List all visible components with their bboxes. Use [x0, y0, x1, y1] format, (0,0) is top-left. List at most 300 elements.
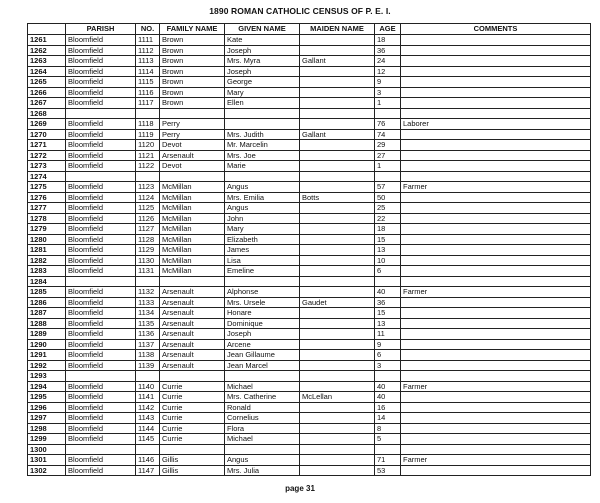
- cell-comments: [401, 402, 591, 413]
- cell-no: 1129: [136, 245, 160, 256]
- cell-given-name: Mary: [225, 87, 300, 98]
- cell-maiden-name: [300, 287, 375, 298]
- table-row: [28, 371, 591, 382]
- table-row: [28, 140, 591, 151]
- cell-given-name: [225, 276, 300, 287]
- cell-family-name: Arsenault: [160, 318, 225, 329]
- cell-parish: Bloomfield: [66, 434, 136, 445]
- table-row: [28, 192, 591, 203]
- cell-maiden-name: [300, 339, 375, 350]
- cell-no: 1135: [136, 318, 160, 329]
- cell-row-number: 1287: [28, 308, 66, 319]
- cell-given-name: Mrs. Ursele: [225, 297, 300, 308]
- cell-given-name: Mrs. Emilia: [225, 192, 300, 203]
- cell-comments: [401, 266, 591, 277]
- cell-no: 1137: [136, 339, 160, 350]
- cell-no: [136, 171, 160, 182]
- cell-family-name: Arsenault: [160, 150, 225, 161]
- cell-parish: Bloomfield: [66, 255, 136, 266]
- cell-comments: [401, 371, 591, 382]
- cell-parish: [66, 276, 136, 287]
- cell-given-name: Emeline: [225, 266, 300, 277]
- cell-parish: Bloomfield: [66, 182, 136, 193]
- cell-parish: [66, 171, 136, 182]
- cell-parish: Bloomfield: [66, 161, 136, 172]
- cell-comments: [401, 192, 591, 203]
- cell-maiden-name: [300, 255, 375, 266]
- cell-family-name: [160, 444, 225, 455]
- cell-comments: Farmer: [401, 381, 591, 392]
- cell-maiden-name: [300, 350, 375, 361]
- header-given-name: GIVEN NAME: [225, 24, 300, 35]
- cell-maiden-name: [300, 108, 375, 119]
- cell-family-name: McMillan: [160, 192, 225, 203]
- cell-no: 1117: [136, 98, 160, 109]
- cell-maiden-name: [300, 98, 375, 109]
- cell-maiden-name: [300, 182, 375, 193]
- cell-family-name: Currie: [160, 392, 225, 403]
- cell-maiden-name: [300, 234, 375, 245]
- cell-maiden-name: [300, 465, 375, 476]
- cell-parish: [66, 108, 136, 119]
- cell-row-number: 1285: [28, 287, 66, 298]
- cell-age: 40: [375, 287, 401, 298]
- cell-row-number: 1272: [28, 150, 66, 161]
- cell-age: 13: [375, 245, 401, 256]
- cell-family-name: Arsenault: [160, 287, 225, 298]
- table-row: [28, 413, 591, 424]
- cell-family-name: [160, 276, 225, 287]
- cell-comments: [401, 87, 591, 98]
- cell-no: 1130: [136, 255, 160, 266]
- cell-comments: [401, 444, 591, 455]
- cell-family-name: Brown: [160, 35, 225, 46]
- cell-row-number: 1300: [28, 444, 66, 455]
- cell-maiden-name: [300, 171, 375, 182]
- cell-comments: [401, 56, 591, 67]
- cell-row-number: 1277: [28, 203, 66, 214]
- table-row: [28, 245, 591, 256]
- cell-family-name: Brown: [160, 98, 225, 109]
- cell-age: [375, 171, 401, 182]
- cell-maiden-name: [300, 276, 375, 287]
- table-row: [28, 45, 591, 56]
- cell-age: 15: [375, 308, 401, 319]
- cell-no: 1143: [136, 413, 160, 424]
- cell-given-name: George: [225, 77, 300, 88]
- cell-no: 1116: [136, 87, 160, 98]
- cell-parish: Bloomfield: [66, 203, 136, 214]
- table-row: [28, 455, 591, 466]
- header-no: NO.: [136, 24, 160, 35]
- cell-no: 1123: [136, 182, 160, 193]
- cell-maiden-name: [300, 140, 375, 151]
- cell-comments: [401, 245, 591, 256]
- cell-row-number: 1284: [28, 276, 66, 287]
- table-row: [28, 266, 591, 277]
- cell-comments: [401, 276, 591, 287]
- cell-parish: Bloomfield: [66, 297, 136, 308]
- cell-given-name: Honare: [225, 308, 300, 319]
- cell-comments: [401, 171, 591, 182]
- header-row-number: [28, 24, 66, 35]
- cell-family-name: Currie: [160, 413, 225, 424]
- cell-comments: [401, 297, 591, 308]
- header-row: [28, 24, 591, 35]
- table-row: [28, 402, 591, 413]
- table-row: [28, 129, 591, 140]
- cell-comments: [401, 465, 591, 476]
- cell-family-name: Gillis: [160, 465, 225, 476]
- cell-no: 1131: [136, 266, 160, 277]
- cell-no: 1114: [136, 66, 160, 77]
- table-row: [28, 56, 591, 67]
- table-row: [28, 329, 591, 340]
- cell-no: 1136: [136, 329, 160, 340]
- cell-row-number: 1290: [28, 339, 66, 350]
- cell-comments: [401, 413, 591, 424]
- cell-age: 71: [375, 455, 401, 466]
- cell-maiden-name: [300, 161, 375, 172]
- cell-row-number: 1291: [28, 350, 66, 361]
- cell-family-name: Currie: [160, 381, 225, 392]
- cell-family-name: Arsenault: [160, 360, 225, 371]
- cell-maiden-name: [300, 213, 375, 224]
- cell-given-name: Mrs. Julia: [225, 465, 300, 476]
- cell-comments: [401, 45, 591, 56]
- table-row: [28, 465, 591, 476]
- cell-row-number: 1280: [28, 234, 66, 245]
- cell-comments: [401, 350, 591, 361]
- cell-maiden-name: [300, 455, 375, 466]
- cell-parish: Bloomfield: [66, 98, 136, 109]
- cell-no: [136, 276, 160, 287]
- cell-family-name: McMillan: [160, 234, 225, 245]
- header-maiden-name: MAIDEN NAME: [300, 24, 375, 35]
- cell-no: 1119: [136, 129, 160, 140]
- table-row: [28, 339, 591, 350]
- cell-no: 1126: [136, 213, 160, 224]
- cell-row-number: 1268: [28, 108, 66, 119]
- cell-age: [375, 371, 401, 382]
- cell-parish: Bloomfield: [66, 192, 136, 203]
- cell-given-name: Cornelius: [225, 413, 300, 424]
- cell-given-name: Jean Gillaume: [225, 350, 300, 361]
- cell-row-number: 1288: [28, 318, 66, 329]
- cell-age: 8: [375, 423, 401, 434]
- census-body: [28, 35, 591, 476]
- cell-no: 1128: [136, 234, 160, 245]
- cell-row-number: 1296: [28, 402, 66, 413]
- cell-row-number: 1289: [28, 329, 66, 340]
- cell-given-name: Michael: [225, 434, 300, 445]
- table-row: [28, 77, 591, 88]
- cell-age: 11: [375, 329, 401, 340]
- header-comments: COMMENTS: [401, 24, 591, 35]
- cell-maiden-name: [300, 423, 375, 434]
- cell-maiden-name: McLellan: [300, 392, 375, 403]
- cell-parish: Bloomfield: [66, 423, 136, 434]
- cell-given-name: Dominique: [225, 318, 300, 329]
- cell-given-name: Mrs. Judith: [225, 129, 300, 140]
- cell-age: 25: [375, 203, 401, 214]
- cell-no: 1127: [136, 224, 160, 235]
- cell-parish: Bloomfield: [66, 266, 136, 277]
- cell-age: 76: [375, 119, 401, 130]
- cell-maiden-name: [300, 87, 375, 98]
- cell-family-name: Currie: [160, 402, 225, 413]
- table-row: [28, 161, 591, 172]
- cell-maiden-name: [300, 402, 375, 413]
- cell-age: 50: [375, 192, 401, 203]
- cell-given-name: Elizabeth: [225, 234, 300, 245]
- cell-parish: Bloomfield: [66, 465, 136, 476]
- cell-parish: Bloomfield: [66, 56, 136, 67]
- cell-parish: Bloomfield: [66, 287, 136, 298]
- cell-no: 1139: [136, 360, 160, 371]
- cell-parish: Bloomfield: [66, 455, 136, 466]
- cell-row-number: 1283: [28, 266, 66, 277]
- cell-maiden-name: Gaudet: [300, 297, 375, 308]
- cell-parish: Bloomfield: [66, 308, 136, 319]
- cell-family-name: McMillan: [160, 255, 225, 266]
- cell-family-name: [160, 371, 225, 382]
- cell-row-number: 1269: [28, 119, 66, 130]
- cell-given-name: [225, 444, 300, 455]
- table-row: [28, 423, 591, 434]
- cell-parish: Bloomfield: [66, 119, 136, 130]
- cell-no: 1124: [136, 192, 160, 203]
- cell-age: [375, 444, 401, 455]
- cell-maiden-name: [300, 203, 375, 214]
- cell-maiden-name: [300, 318, 375, 329]
- cell-given-name: Joseph: [225, 329, 300, 340]
- cell-comments: [401, 140, 591, 151]
- cell-family-name: Brown: [160, 56, 225, 67]
- table-row: [28, 203, 591, 214]
- cell-age: 29: [375, 140, 401, 151]
- cell-family-name: Arsenault: [160, 350, 225, 361]
- cell-no: 1125: [136, 203, 160, 214]
- cell-row-number: 1279: [28, 224, 66, 235]
- cell-row-number: 1292: [28, 360, 66, 371]
- cell-parish: Bloomfield: [66, 77, 136, 88]
- cell-parish: Bloomfield: [66, 339, 136, 350]
- table-row: [28, 66, 591, 77]
- cell-given-name: Kate: [225, 35, 300, 46]
- cell-row-number: 1297: [28, 413, 66, 424]
- cell-maiden-name: [300, 308, 375, 319]
- cell-row-number: 1286: [28, 297, 66, 308]
- cell-comments: [401, 224, 591, 235]
- table-row: [28, 255, 591, 266]
- table-row: [28, 276, 591, 287]
- table-row: [28, 287, 591, 298]
- cell-row-number: 1262: [28, 45, 66, 56]
- cell-age: 53: [375, 465, 401, 476]
- cell-given-name: [225, 171, 300, 182]
- cell-maiden-name: [300, 371, 375, 382]
- cell-maiden-name: [300, 434, 375, 445]
- cell-age: 18: [375, 224, 401, 235]
- table-row: [28, 87, 591, 98]
- cell-comments: [401, 35, 591, 46]
- cell-age: 27: [375, 150, 401, 161]
- header-parish: PARISH: [66, 24, 136, 35]
- cell-comments: [401, 66, 591, 77]
- cell-no: 1132: [136, 287, 160, 298]
- cell-no: 1142: [136, 402, 160, 413]
- cell-age: 36: [375, 45, 401, 56]
- table-row: [28, 108, 591, 119]
- cell-no: 1147: [136, 465, 160, 476]
- cell-parish: Bloomfield: [66, 318, 136, 329]
- cell-maiden-name: Botts: [300, 192, 375, 203]
- cell-no: [136, 444, 160, 455]
- cell-comments: [401, 150, 591, 161]
- cell-age: 74: [375, 129, 401, 140]
- table-row: [28, 171, 591, 182]
- cell-row-number: 1267: [28, 98, 66, 109]
- cell-age: 6: [375, 350, 401, 361]
- cell-family-name: Currie: [160, 423, 225, 434]
- table-row: [28, 224, 591, 235]
- cell-no: 1138: [136, 350, 160, 361]
- cell-family-name: McMillan: [160, 203, 225, 214]
- cell-given-name: Mrs. Joe: [225, 150, 300, 161]
- cell-age: 6: [375, 266, 401, 277]
- cell-age: 57: [375, 182, 401, 193]
- cell-parish: Bloomfield: [66, 245, 136, 256]
- cell-family-name: Brown: [160, 45, 225, 56]
- cell-row-number: 1298: [28, 423, 66, 434]
- cell-maiden-name: [300, 119, 375, 130]
- cell-comments: [401, 108, 591, 119]
- table-row: [28, 434, 591, 445]
- cell-maiden-name: [300, 35, 375, 46]
- cell-maiden-name: [300, 45, 375, 56]
- cell-age: 15: [375, 234, 401, 245]
- cell-age: 13: [375, 318, 401, 329]
- cell-no: 1146: [136, 455, 160, 466]
- cell-comments: Farmer: [401, 455, 591, 466]
- cell-family-name: Gillis: [160, 455, 225, 466]
- cell-given-name: Alphonse: [225, 287, 300, 298]
- cell-comments: [401, 308, 591, 319]
- cell-row-number: 1276: [28, 192, 66, 203]
- cell-no: 1121: [136, 150, 160, 161]
- cell-given-name: Angus: [225, 182, 300, 193]
- cell-row-number: 1271: [28, 140, 66, 151]
- cell-comments: [401, 234, 591, 245]
- cell-parish: Bloomfield: [66, 87, 136, 98]
- table-row: [28, 98, 591, 109]
- table-row: [28, 119, 591, 130]
- cell-comments: [401, 203, 591, 214]
- cell-comments: [401, 392, 591, 403]
- cell-comments: [401, 98, 591, 109]
- table-row: [28, 150, 591, 161]
- cell-parish: Bloomfield: [66, 129, 136, 140]
- cell-maiden-name: [300, 360, 375, 371]
- cell-age: [375, 108, 401, 119]
- cell-family-name: Devot: [160, 140, 225, 151]
- cell-family-name: McMillan: [160, 224, 225, 235]
- table-row: [28, 318, 591, 329]
- cell-age: 36: [375, 297, 401, 308]
- header-age: AGE: [375, 24, 401, 35]
- cell-comments: Farmer: [401, 287, 591, 298]
- cell-family-name: Perry: [160, 129, 225, 140]
- cell-family-name: McMillan: [160, 266, 225, 277]
- cell-given-name: Angus: [225, 455, 300, 466]
- cell-age: 40: [375, 381, 401, 392]
- cell-maiden-name: [300, 381, 375, 392]
- cell-no: [136, 371, 160, 382]
- cell-family-name: Arsenault: [160, 339, 225, 350]
- cell-age: 16: [375, 402, 401, 413]
- cell-given-name: Jean Marcel: [225, 360, 300, 371]
- cell-family-name: McMillan: [160, 182, 225, 193]
- cell-age: 10: [375, 255, 401, 266]
- cell-given-name: Mary: [225, 224, 300, 235]
- table-row: [28, 234, 591, 245]
- cell-given-name: [225, 108, 300, 119]
- cell-row-number: 1263: [28, 56, 66, 67]
- cell-row-number: 1270: [28, 129, 66, 140]
- cell-family-name: Perry: [160, 119, 225, 130]
- cell-comments: [401, 329, 591, 340]
- cell-family-name: Arsenault: [160, 329, 225, 340]
- cell-no: 1145: [136, 434, 160, 445]
- table-row: [28, 350, 591, 361]
- cell-row-number: 1273: [28, 161, 66, 172]
- cell-comments: [401, 213, 591, 224]
- cell-family-name: McMillan: [160, 213, 225, 224]
- table-row: [28, 392, 591, 403]
- cell-given-name: [225, 371, 300, 382]
- cell-age: 40: [375, 392, 401, 403]
- cell-parish: Bloomfield: [66, 350, 136, 361]
- cell-family-name: Brown: [160, 77, 225, 88]
- table-row: [28, 213, 591, 224]
- cell-parish: Bloomfield: [66, 140, 136, 151]
- cell-maiden-name: [300, 266, 375, 277]
- cell-given-name: Angus: [225, 203, 300, 214]
- cell-no: 1118: [136, 119, 160, 130]
- cell-no: 1120: [136, 140, 160, 151]
- cell-row-number: 1261: [28, 35, 66, 46]
- cell-family-name: Brown: [160, 87, 225, 98]
- cell-age: 18: [375, 35, 401, 46]
- table-row: [28, 381, 591, 392]
- cell-row-number: 1266: [28, 87, 66, 98]
- cell-age: 1: [375, 161, 401, 172]
- cell-parish: Bloomfield: [66, 35, 136, 46]
- cell-family-name: McMillan: [160, 245, 225, 256]
- cell-parish: Bloomfield: [66, 402, 136, 413]
- cell-parish: Bloomfield: [66, 381, 136, 392]
- cell-maiden-name: [300, 245, 375, 256]
- cell-row-number: 1295: [28, 392, 66, 403]
- cell-parish: Bloomfield: [66, 150, 136, 161]
- cell-family-name: Arsenault: [160, 308, 225, 319]
- cell-row-number: 1294: [28, 381, 66, 392]
- cell-given-name: [225, 119, 300, 130]
- cell-parish: Bloomfield: [66, 66, 136, 77]
- cell-family-name: [160, 171, 225, 182]
- cell-comments: [401, 318, 591, 329]
